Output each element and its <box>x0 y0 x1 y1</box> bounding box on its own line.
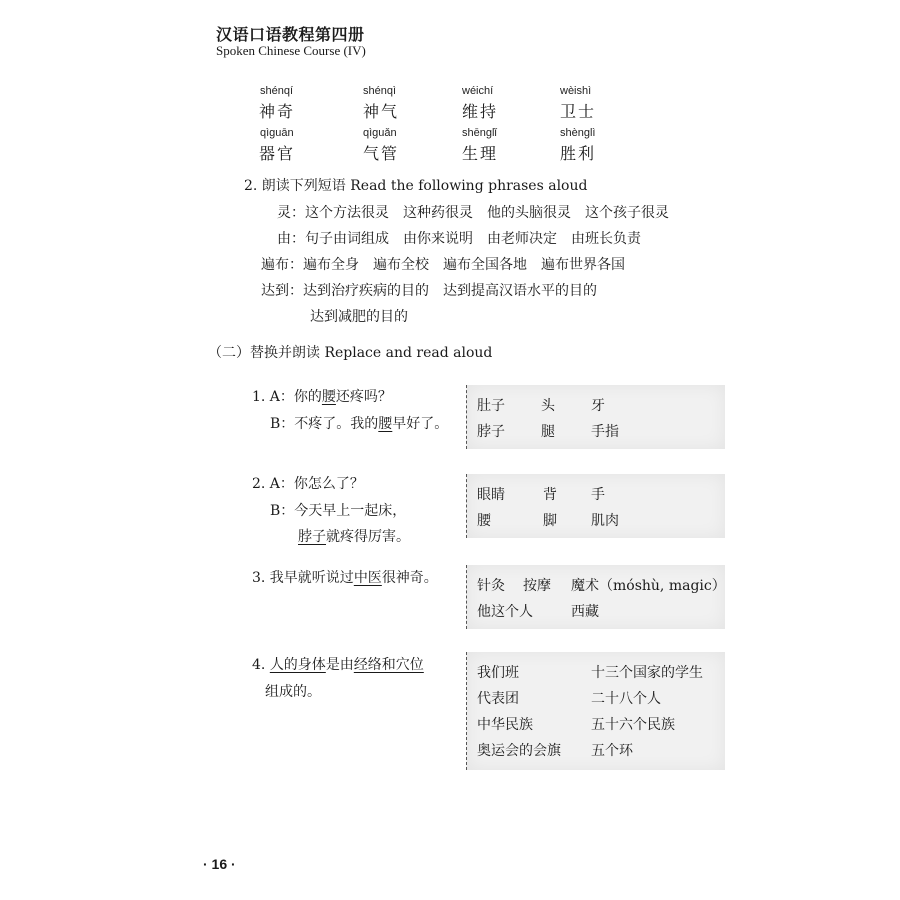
sub-word: 西藏 <box>571 604 599 620</box>
sub-word: 脖子 <box>477 424 505 440</box>
sub-word: 奥运会的会旗 <box>477 743 561 759</box>
sub-word: 手 <box>591 487 605 503</box>
phrase-item: 遍布全国各地 <box>443 257 527 273</box>
q2-line-c: 脖子就疼得厉害。 <box>298 529 410 545</box>
phrase-item: 由班长负责 <box>571 231 641 247</box>
vocab-hanzi: 神奇 <box>259 102 296 121</box>
phrase-item: 这个方法很灵 <box>305 205 389 221</box>
sub-word: 背 <box>543 487 557 503</box>
sub-word: 针灸 <box>477 578 505 594</box>
phrase-item: 句子由词组成 <box>305 231 389 247</box>
sub-word: 代表团 <box>477 691 519 707</box>
book-title-en: Spoken Chinese Course (IV) <box>216 43 366 58</box>
vocab-hanzi: 胜利 <box>560 144 597 163</box>
q3-line: 3. 我早就听说过中医很神奇。 <box>252 570 438 586</box>
vocab-hanzi: 卫士 <box>560 102 597 121</box>
sub-word: 牙 <box>591 398 605 414</box>
vocab-pinyin: shénqì <box>363 85 397 97</box>
phrase-key: 达到： <box>261 283 303 299</box>
blank-word: 经络和穴位 <box>353 657 424 673</box>
sub-word: 我们班 <box>477 665 519 681</box>
vocab-hanzi: 生理 <box>462 144 499 163</box>
sub-word: 中华民族 <box>477 717 533 733</box>
vocab-pinyin: wéichí <box>462 85 494 97</box>
phrase-item: 遍布世界各国 <box>541 257 625 273</box>
sub-word: 手指 <box>591 424 619 440</box>
vocab-hanzi: 器官 <box>259 144 296 163</box>
part-heading: （二）替换并朗读 Replace and read aloud <box>208 345 493 361</box>
sub-word: 头 <box>541 398 555 414</box>
vocab-hanzi: 气管 <box>363 144 400 163</box>
substitution-box <box>466 652 725 770</box>
vocab-pinyin: qìguǎn <box>363 127 397 139</box>
sub-word: 腿 <box>541 424 555 440</box>
vocab-pinyin: shènglì <box>560 127 596 139</box>
sub-word: 五个环 <box>591 743 633 759</box>
phrase-item: 他的头脑很灵 <box>487 205 571 221</box>
substitution-box <box>466 565 725 629</box>
phrase-item: 这个孩子很灵 <box>585 205 669 221</box>
sub-word: 十三个国家的学生 <box>591 665 703 681</box>
vocab-pinyin: wèishì <box>560 85 592 97</box>
phrase-row <box>261 254 639 274</box>
blank-word: 脖子 <box>298 529 326 545</box>
phrase-item: 遍布全身 <box>303 257 359 273</box>
sub-word: 肌肉 <box>591 513 619 529</box>
phrase-row <box>277 228 655 248</box>
phrase-item: 由你来说明 <box>403 231 473 247</box>
sub-word: 他这个人 <box>477 604 533 620</box>
vocab-pinyin: shénqí <box>260 85 294 97</box>
q2-line-b: B：今天早上一起床， <box>270 503 407 519</box>
sub-word: 肚子 <box>477 398 505 414</box>
phrase-key: 由： <box>277 231 305 247</box>
phrase-row <box>310 306 422 326</box>
vocab-pinyin: shēnglǐ <box>462 127 497 139</box>
phrase-item: 由老师决定 <box>487 231 557 247</box>
substitution-box <box>466 385 725 449</box>
q4-line-a: 4. 人的身体是由经络和穴位 <box>252 657 424 673</box>
phrase-item: 达到治疗疾病的目的 <box>303 283 429 299</box>
phrase-key: 遍布： <box>261 257 303 273</box>
phrase-key: 灵： <box>277 205 305 221</box>
page-number: · 16 · <box>203 856 236 872</box>
substitution-box <box>466 474 725 538</box>
blank-word: 中医 <box>353 570 382 586</box>
q4-line-b: 组成的。 <box>265 684 321 700</box>
phrase-row <box>277 202 683 222</box>
sub-word: 五十六个民族 <box>591 717 675 733</box>
blank-word: 腰 <box>321 389 336 405</box>
vocab-hanzi: 神气 <box>363 102 400 121</box>
blank-word: 人的身体 <box>269 657 326 673</box>
q1-line-a: 1. A：你的腰还疼吗？ <box>252 389 392 405</box>
blank-word: 腰 <box>378 416 393 432</box>
sub-word: 按摩 <box>523 578 551 594</box>
section-heading: 2. 朗读下列短语 Read the following phrases aloud <box>244 178 588 194</box>
q1-line-b: B：不疼了。我的腰早好了。 <box>270 416 449 432</box>
sub-word: 腰 <box>477 513 491 529</box>
book-title-cn: 汉语口语教程第四册 <box>216 25 365 44</box>
phrase-item: 这种药很灵 <box>403 205 473 221</box>
phrase-item: 遍布全校 <box>373 257 429 273</box>
phrase-item: 达到提高汉语水平的目的 <box>443 283 597 299</box>
phrase-item: 达到减肥的目的 <box>310 309 408 325</box>
vocab-pinyin: qìguān <box>260 127 294 139</box>
phrase-row <box>261 280 611 300</box>
sub-word: 眼睛 <box>477 487 505 503</box>
vocab-hanzi: 维持 <box>462 102 499 121</box>
sub-word: 脚 <box>543 513 557 529</box>
q2-line-a: 2. A：你怎么了？ <box>252 476 364 492</box>
sub-word: 魔术（móshù, magic） <box>571 578 726 594</box>
sub-word: 二十八个人 <box>591 691 661 707</box>
